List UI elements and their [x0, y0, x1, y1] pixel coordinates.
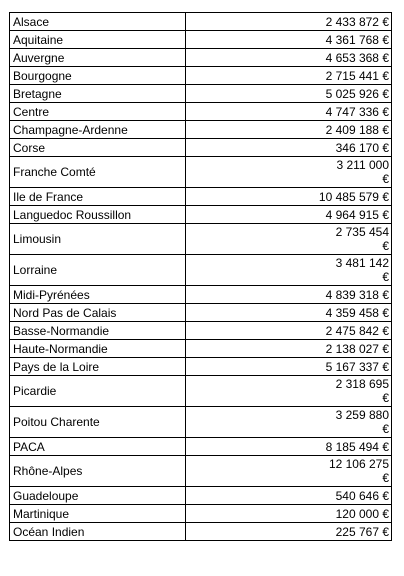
amount-cell: 2 433 872 € — [186, 13, 392, 31]
region-cell: Corse — [10, 139, 186, 157]
amount-cell: 4 747 336 € — [186, 103, 392, 121]
region-cell: Rhône-Alpes — [10, 456, 186, 487]
amount-currency: € — [382, 239, 389, 253]
amount-currency: € — [382, 172, 389, 186]
region-cell: Nord Pas de Calais — [10, 304, 186, 322]
table-row — [10, 49, 392, 67]
region-cell: Bretagne — [10, 85, 186, 103]
region-cell: Alsace — [10, 13, 186, 31]
table-row — [10, 121, 392, 139]
table-row — [10, 376, 392, 407]
amount-currency: € — [382, 391, 389, 405]
region-cell: Champagne-Ardenne — [10, 121, 186, 139]
region-cell: Basse-Normandie — [10, 322, 186, 340]
regions-amount-table — [9, 12, 392, 541]
region-cell: PACA — [10, 438, 186, 456]
amount-number: 3 211 000 — [336, 158, 389, 172]
amount-cell: 4 839 318 € — [186, 286, 392, 304]
amount-cell — [186, 255, 392, 286]
amount-cell — [186, 407, 392, 438]
amount-number: 2 735 454 — [335, 225, 389, 239]
region-cell: Midi-Pyrénées — [10, 286, 186, 304]
table-row — [10, 67, 392, 85]
region-cell: Lorraine — [10, 255, 186, 286]
amount-cell: 10 485 579 € — [186, 188, 392, 206]
amount-cell: 2 409 188 € — [186, 121, 392, 139]
amount-currency: € — [382, 471, 389, 485]
amount-cell: 4 359 458 € — [186, 304, 392, 322]
amount-currency: € — [382, 270, 389, 284]
amount-cell: 2 138 027 € — [186, 340, 392, 358]
region-cell: Limousin — [10, 224, 186, 255]
region-cell: Languedoc Roussillon — [10, 206, 186, 224]
amount-number: 3 259 880 — [335, 408, 389, 422]
table-row — [10, 224, 392, 255]
region-cell: Poitou Charente — [10, 407, 186, 438]
amount-cell — [186, 224, 392, 255]
region-cell: Pays de la Loire — [10, 358, 186, 376]
region-cell: Océan Indien — [10, 523, 186, 541]
table-row — [10, 13, 392, 31]
table-row — [10, 304, 392, 322]
amount-cell: 2 475 842 € — [186, 322, 392, 340]
amount-cell: 346 170 € — [186, 139, 392, 157]
amount-number: 2 318 695 — [335, 377, 389, 391]
table-body — [10, 13, 392, 541]
table-row — [10, 340, 392, 358]
table-row — [10, 85, 392, 103]
region-cell: Auvergne — [10, 49, 186, 67]
amount-cell: 540 646 € — [186, 487, 392, 505]
table-row — [10, 322, 392, 340]
table-row — [10, 523, 392, 541]
amount-cell — [186, 456, 392, 487]
table-row — [10, 505, 392, 523]
table-row — [10, 188, 392, 206]
region-cell: Bourgogne — [10, 67, 186, 85]
amount-currency: € — [382, 422, 389, 436]
region-cell: Picardie — [10, 376, 186, 407]
region-cell: Centre — [10, 103, 186, 121]
table-row — [10, 103, 392, 121]
region-cell: Ile de France — [10, 188, 186, 206]
table-row — [10, 456, 392, 487]
amount-cell: 225 767 € — [186, 523, 392, 541]
region-cell: Aquitaine — [10, 31, 186, 49]
table-row — [10, 206, 392, 224]
table-row — [10, 407, 392, 438]
table-row — [10, 286, 392, 304]
amount-number: 3 481 142 — [335, 256, 389, 270]
amount-cell: 120 000 € — [186, 505, 392, 523]
table-row — [10, 31, 392, 49]
table-row — [10, 157, 392, 188]
region-cell: Haute-Normandie — [10, 340, 186, 358]
amount-cell: 4 653 368 € — [186, 49, 392, 67]
table-row — [10, 139, 392, 157]
region-cell: Guadeloupe — [10, 487, 186, 505]
region-cell: Franche Comté — [10, 157, 186, 188]
amount-cell — [186, 376, 392, 407]
table-row — [10, 438, 392, 456]
table-row — [10, 487, 392, 505]
amount-cell: 4 361 768 € — [186, 31, 392, 49]
amount-cell: 5 025 926 € — [186, 85, 392, 103]
table-row — [10, 358, 392, 376]
amount-number: 12 106 275 — [328, 457, 389, 471]
amount-cell: 4 964 915 € — [186, 206, 392, 224]
amount-cell: 8 185 494 € — [186, 438, 392, 456]
amount-cell — [186, 157, 392, 188]
amount-cell: 5 167 337 € — [186, 358, 392, 376]
region-cell: Martinique — [10, 505, 186, 523]
amount-cell: 2 715 441 € — [186, 67, 392, 85]
table-row — [10, 255, 392, 286]
